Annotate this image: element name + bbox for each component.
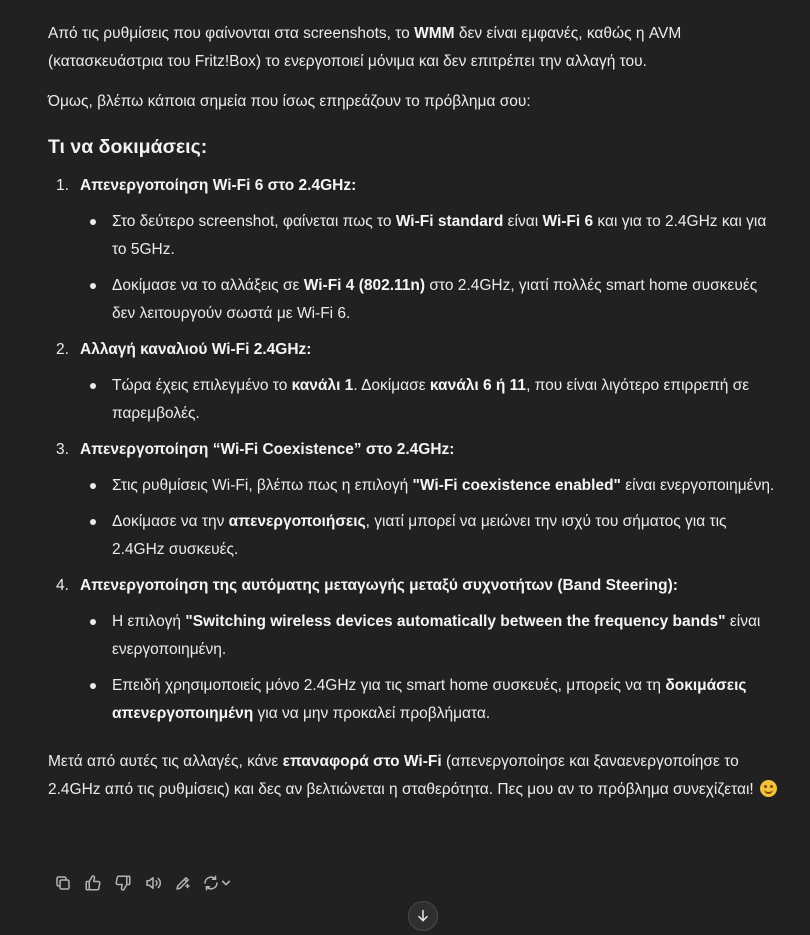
step-title: Αλλαγή καναλιού Wi-Fi 2.4GHz:: [80, 341, 312, 358]
step-number: 3.: [56, 441, 69, 458]
step-item: [48, 572, 783, 728]
bullet-item: Η επιλογή "Switching wireless devices automatically between the frequency bands" είναι ενεργοποιημένη.: [80, 608, 783, 664]
bullet-list: [80, 472, 783, 564]
lead-paragraph: Όμως, βλέπω κάποια σημεία που ίσως επηρεάζουν το πρόβλημα σου:: [48, 93, 531, 110]
bad-response-button[interactable]: [108, 870, 138, 896]
bullet-list: [80, 208, 783, 328]
step-title: Απενεργοποίηση Wi-Fi 6 στο 2.4GHz:: [80, 177, 357, 194]
bullet-item: Τώρα έχεις επιλεγμένο το κανάλι 1. Δοκίμασε κανάλι 6 ή 11, που είναι λιγότερο επιρρεπή σε παρεμβολές.: [80, 372, 783, 428]
bullet-list: [80, 608, 783, 728]
bullet-list: [80, 372, 783, 428]
step-number: 4.: [56, 577, 69, 594]
bullet-item: Επειδή χρησιμοποιείς μόνο 2.4GHz για τις smart home συσκευές, μπορείς να τη δοκιμάσεις απενεργοποιημένη για να μην προκαλεί προβλήματα.: [80, 672, 783, 728]
copy-button[interactable]: [48, 870, 78, 896]
step-item: [48, 436, 783, 564]
chevron-down-icon: [221, 878, 231, 888]
scroll-to-bottom-button[interactable]: [408, 901, 438, 931]
regenerate-button[interactable]: [198, 870, 234, 896]
bullet-item: Δοκίμασε να την απενεργοποιήσεις, γιατί μπορεί να μειώνει την ισχύ του σήματος για τις 2.4GHz συσκευές.: [80, 508, 783, 564]
good-response-button[interactable]: [78, 870, 108, 896]
section-heading: Τι να δοκιμάσεις:: [48, 136, 208, 158]
steps-list: [48, 172, 783, 728]
copy-icon: [54, 874, 72, 892]
smiling-face-emoji: [760, 780, 777, 797]
closing-paragraph: Μετά από αυτές τις αλλαγές, κάνε επαναφορά στο Wi-Fi (απενεργοποίησε και ξαναενεργοποίησε το 2.4GHz από τις ρυθμίσεις) και δες αν βελτιώνεται η σταθερότητα. Πες μου αν το πρόβλημα συνεχίζεται!: [48, 748, 783, 804]
step-item: [48, 172, 783, 328]
step-title: Απενεργοποίηση “Wi-Fi Coexistence” στο 2.4GHz:: [80, 441, 455, 458]
message-actions: [48, 870, 234, 896]
step-title: Απενεργοποίηση της αυτόματης μεταγωγής μεταξύ συχνοτήτων (Band Steering):: [80, 577, 678, 594]
thumbs-down-icon: [114, 874, 132, 892]
edit-in-canvas-button[interactable]: [168, 870, 198, 896]
read-aloud-icon: [144, 874, 162, 892]
read-aloud-button[interactable]: [138, 870, 168, 896]
bullet-item: Δοκίμασε να το αλλάξεις σε Wi-Fi 4 (802.11n) στο 2.4GHz, γιατί πολλές smart home συσκευές δεν λειτουργούν σωστά με Wi-Fi 6.: [80, 272, 783, 328]
step-number: 2.: [56, 341, 69, 358]
bullet-item: Στις ρυθμίσεις Wi-Fi, βλέπω πως η επιλογή "Wi-Fi coexistence enabled" είναι ενεργοποιημένη.: [80, 472, 783, 500]
edit-icon: [174, 874, 192, 892]
assistant-message: [48, 20, 783, 804]
intro-paragraph: Από τις ρυθμίσεις που φαίνονται στα screenshots, το WMM δεν είναι εμφανές, καθώς η AVM (κατασκευάστρια του Fritz!Box) το ενεργοποιεί μόνιμα και δεν επιτρέπει την αλλαγή του.: [48, 25, 682, 70]
arrow-down-icon: [415, 908, 431, 924]
regenerate-icon: [202, 874, 220, 892]
step-number: 1.: [56, 177, 69, 194]
step-item: [48, 336, 783, 428]
thumbs-up-icon: [84, 874, 102, 892]
bullet-item: Στο δεύτερο screenshot, φαίνεται πως το Wi-Fi standard είναι Wi-Fi 6 και για το 2.4GHz και για το 5GHz.: [80, 208, 783, 264]
